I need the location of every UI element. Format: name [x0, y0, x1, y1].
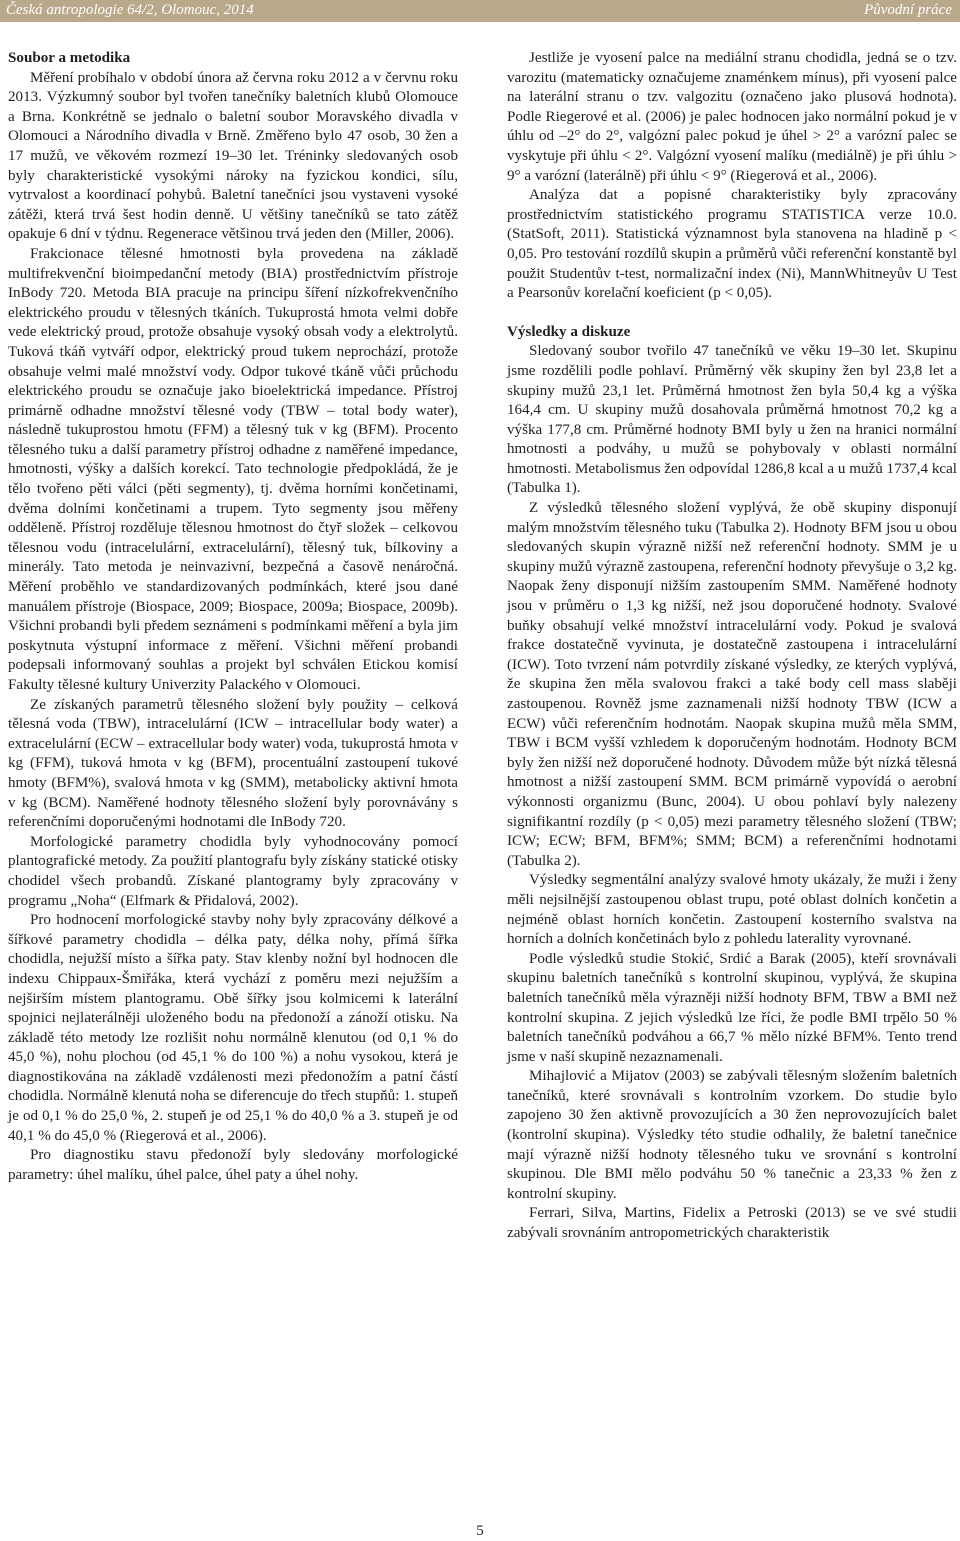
paragraph: Ze získaných parametrů tělesného složení byly použity – celková tělesná voda (TBW), intracelulární (ICW – intracellular body water) a extracelulární (ECW – extracellular body water) voda, tukuprostá hmota v kg (FFM), tuková hmota v kg (BFM), procentuální zastoupení tukové hmoty (BFM%), svalová hmota v kg (SMM), metabolicky aktivní hmota v kg (BCM). Naměřené hodnoty tělesného složení byly porovnávány s referenčními doporučenými hodnotami dle InBody 720.	[8, 696, 458, 831]
paragraph: Analýza dat a popisné charakteristiky byly zpracovány prostřednictvím statistického programu STATISTICA verze 10.0. (StatSoft, 2011). Statistická významnost byla stanovena na hladině p < 0,05. Pro testování rozdílů skupin a průměrů vůči referenční konstantě byl použit Studentův t-test, normalizační index (Ni), MannWhitneyův U Test a Pearsonův korelační koeficient (p < 0,05).	[507, 187, 957, 302]
paragraph: Sledovaný soubor tvořilo 47 tanečníků ve věku 19–30 let. Skupinu jsme rozdělili podle pohlaví. Průměrný věk skupiny žen byl 23,8 let a skupiny mužů 23,1 let. Průměrná hmotnost žen byla 50,4 kg a výška 164,4 cm. U skupiny mužů dosahovala průměrná hmotnost 70,2 kg a výška 177,8 cm. Průměrné hodnoty BMI byly u žen na hranici normální hmotnosti a podváhy, u mužů se pohybovaly v oblasti normální hmotnosti. Metabolismus žen odpovídal 1286,8 kcal a u mužů 1737,4 kcal (Tabulka 1).	[507, 343, 957, 497]
paragraph: Měření probíhalo v období února až června roku 2012 a v červnu roku 2013. Výzkumný soubor byl tvořen tanečníky baletních klubů Olomouce a Brna. Konkrétně se jednalo o baletní soubor Moravského divadla v Olomouci a Národního divadla v Brně. Změřeno bylo 47 osob, 30 žen a 17 mužů, ve věkovém rozmezí 19–30 let. Tréninky sledovaných osob byly charakteristické vysokými nároky na fyzickou kondici, sílu, vytrvalost a koordinací pohybů. Baletní tanečníci jsou vystaveni vysoké zátěži, která trvá šest hodin denně. U většiny tanečníků se tato zátěž opakuje 6 dní v týdnu. Regenerace většinou trvá jeden den (Miller, 2006).	[8, 69, 458, 243]
section-heading-results: Výsledky a diskuze	[507, 323, 631, 340]
running-header	[0, 0, 960, 22]
paragraph: Z výsledků tělesného složení vyplývá, že obě skupiny disponují malým množstvím tělesného tuku (Tabulka 2). Hodnoty BFM jsou u obou sledovaných skupin výrazně nižší než referenční hodnoty. SMM je u skupiny mužů výrazně zastoupena, referenční hodnoty převyšuje o 3,2 kg. Naopak ženy disponují nižším zastoupením SMM. Naměřené hodnoty jsou v průměru o 1,3 kg nižší, než jsou doporučené hodnoty. Svalové buňky obsahují velké množství intracelulární vody. Pokud je svalová frakce dostatečně vyvinuta, je dostatečně zastoupena i intracelulární (ICW). Toto tvrzení nám potvrdily získané výsledky, ze kterých vyplývá, že skupina žen měla svalovou frakci a také body cell mass slaběji zastoupenou. Rovněž jsme zaznamenali nižší hodnoty TBW (ICW a ECW) vůči referenčním hodnotám. Naopak skupina mužů měla SMM, TBW i BCM vyšší vzhledem k doporučeným hodnotám. Hodnoty BCM byly žen nižší než doporučené hodnoty. Důvodem může být nízká tělesná hmotnost a nižší zastoupení SMM. BCM primárně vypovídá o aerobní výkonnosti organizmu (Bunc, 2004). U obou pohlaví byly nalezeny signifikantní rozdíly (p < 0,05) mezi parametry tělesného složení (TBW; ICW; ECW; BFM, BFM%; SMM; BCM) a referenčními hodnotami (Tabulka 2).	[507, 500, 957, 869]
paragraph: Frakcionace tělesné hmotnosti byla provedena na základě multifrekvenční bioimpedanční metody (BIA) prostřednictvím přístroje InBody 720. Metoda BIA pracuje na principu šíření nízkofrekvenčního elektrického proudu v tělesných tkáních. Tukuprostá hmota velmi dobře vede elektrický proud, protože obsahuje vysoký obsah vody a elektrolytů. Tuková tkáň vytváří odpor, elektrický proud tukem neprochází, protože obsahuje velmi malé množství vody. Odpor tukové tkáně vůči průchodu elektrického proudu se označuje jako bioelektrická impedance. Přístroj primárně odhadne množství tělesné vody (TBW – total body water), následně tukuprostou hmotu (FFM) a tělesný tuk v kg (BFM). Procento tělesného tuku a další parametry přístroj odhadne z naměřené impedance, hmotnosti, výšky a dalších korekcí. Tato technologie předpokládá, že je tělo tvořeno pěti válci (pěti segmenty), tj. dvěma horními končetinami, dvěma dolními končetinami a trupem. Tyto segmenty jsou měřeny odděleně. Přístroj rozděluje tělesnou hmotnost do čtyř složek – celkovou tělesnou vodu (intracelulární, extracelulární), tělesný tuk, bílkoviny a minerály. Tato metoda je neinvazivní, bezpečná a časově nenáročná. Měření proběhlo ve standardizovaných podmínkách, které jsou dané manuálem přístroje (Biospace, 2009; Biospace, 2009a; Biospace, 2009b). Všichni probandi byli předem seznámeni s podmínkami měření a byla jim poskytnuta výstupní informace z měření. Všichni měření probandi podepsali informovaný souhlas a projekt byl schválen Etickou komisí Fakulty tělesné kultury Univerzity Palackého v Olomouci.	[8, 245, 458, 693]
journal-title: Česká antropologie 64/2, Olomouc, 2014	[6, 2, 254, 18]
left-column	[8, 49, 458, 1185]
paragraph: Podle výsledků studie Stokić, Srdić a Barak (2005), kteří srovnávali skupinu baletních tanečníků s kontrolní skupinou, vyplývá, že skupina baletních tanečníků měla výrazněji nižší hodnoty BFM, TBW a BMI než kontrolní skupina. Z jejich výsledků lze říci, že podle BMI trpělo 50 % baletních tanečníků podváhou a 66,7 % mělo nízké BFM%. Tento trend jsme v naší skupině nezaznamenali.	[507, 950, 957, 1065]
paragraph: Výsledky segmentální analýzy svalové hmoty ukázaly, že muži i ženy měli nejsilnější zastoupenou oblast trupu, poté oblast dolních končetin a nejméně oblast horních končetin. Zastoupení kosterního svalstva na horních a dolních končetinách bylo z pohledu laterality vyrovnané.	[507, 872, 957, 948]
paragraph: Pro diagnostiku stavu předonoží byly sledovány morfologické parametry: úhel malíku, úhel palce, úhel paty a úhel nohy.	[8, 1147, 458, 1183]
paragraph: Ferrari, Silva, Martins, Fidelix a Petroski (2013) se ve své studii zabývali srovnáním antropometrických charakteristik	[507, 1205, 957, 1242]
paragraph: Mihajlović a Mijatov (2003) se zabývali tělesným složením baletních tanečníků, které srovnávali s kontrolním vzorkem. Do studie bylo zapojeno 30 žen aktivně provozujících a 30 žen neprovozujících balet (kontrolní skupina). Výsledky této studie odhalily, že baletní tanečnice mají výrazně nižší hodnoty tělesného tuku ve srovnání s kontrolní skupinou. Dle BMI mělo podváhu 50 % tanečnic a 23,33 % žen z kontrolní skupiny.	[507, 1068, 957, 1202]
right-column	[507, 49, 957, 1244]
paragraph: Pro hodnocení morfologické stavby nohy byly zpracovány délkové a šířkové parametry chodidla – délka paty, délka nohy, přímá šířka chodidla, nejužší místo a šířka paty. Stav klenby nožní byl hodnocen dle indexu Chippaux-Šmiřáka, která vychází z poměru mezi nejužším a nejširším místem plantogramu. Obě šířky jsou kolmicemi k laterální spojnici nejlaterálněji uloženého bodu na předonoží a zánoží otisku. Na základě této metody lze rozlišit nohu normálně klenutou (od 0,1 % do 45,0 %), nohu plochou (od 45,1 % do 100 %) a nohu vysokou, která je diagnostikována na základě vzdálenosti mezi předonožím a patní částí chodidla. Normálně klenutá noha se diferencuje do třech stupňů: 1. stupeň je od 0,1 % do 25,0 %, 2. stupeň je od 25,1 % do 40,0 % a 3. stupeň je od 40,1 % do 45,0 % (Riegerová et al., 2006).	[8, 912, 458, 1144]
section-label: Původní práce	[864, 2, 952, 18]
paragraph: Jestliže je vyosení palce na mediální stranu chodidla, jedná se o tzv. varozitu (matematicky označujeme znaménkem mínus), při vyosení palce na laterální stranu o tzv. valgozitu (označeno jako plusová hodnota). Podle Riegerové et al. (2006) je palec hodnocen jako normální pokud je v úhlu od –2° do 2°, valgózní palec pokud je úhel > 2° a varózní palec se vyskytuje při úhlu < 2°. Valgózní vyosení malíku (mediálně) je při úhlu > 9° a varózní (laterálně) při úhlu < 9° (Riegerová et al., 2006).	[507, 50, 957, 184]
paragraph: Morfologické parametry chodidla byly vyhodnocovány pomocí plantografické metody. Za použití plantografu byly získány statické otisky chodidel všech probandů. Získané plantogramy byly zpracovány v programu „Noha“ (Elfmark & Přidalová, 2002).	[8, 833, 458, 909]
page-number: 5	[476, 1523, 484, 1539]
section-heading-methods: Soubor a metodika	[8, 50, 131, 66]
